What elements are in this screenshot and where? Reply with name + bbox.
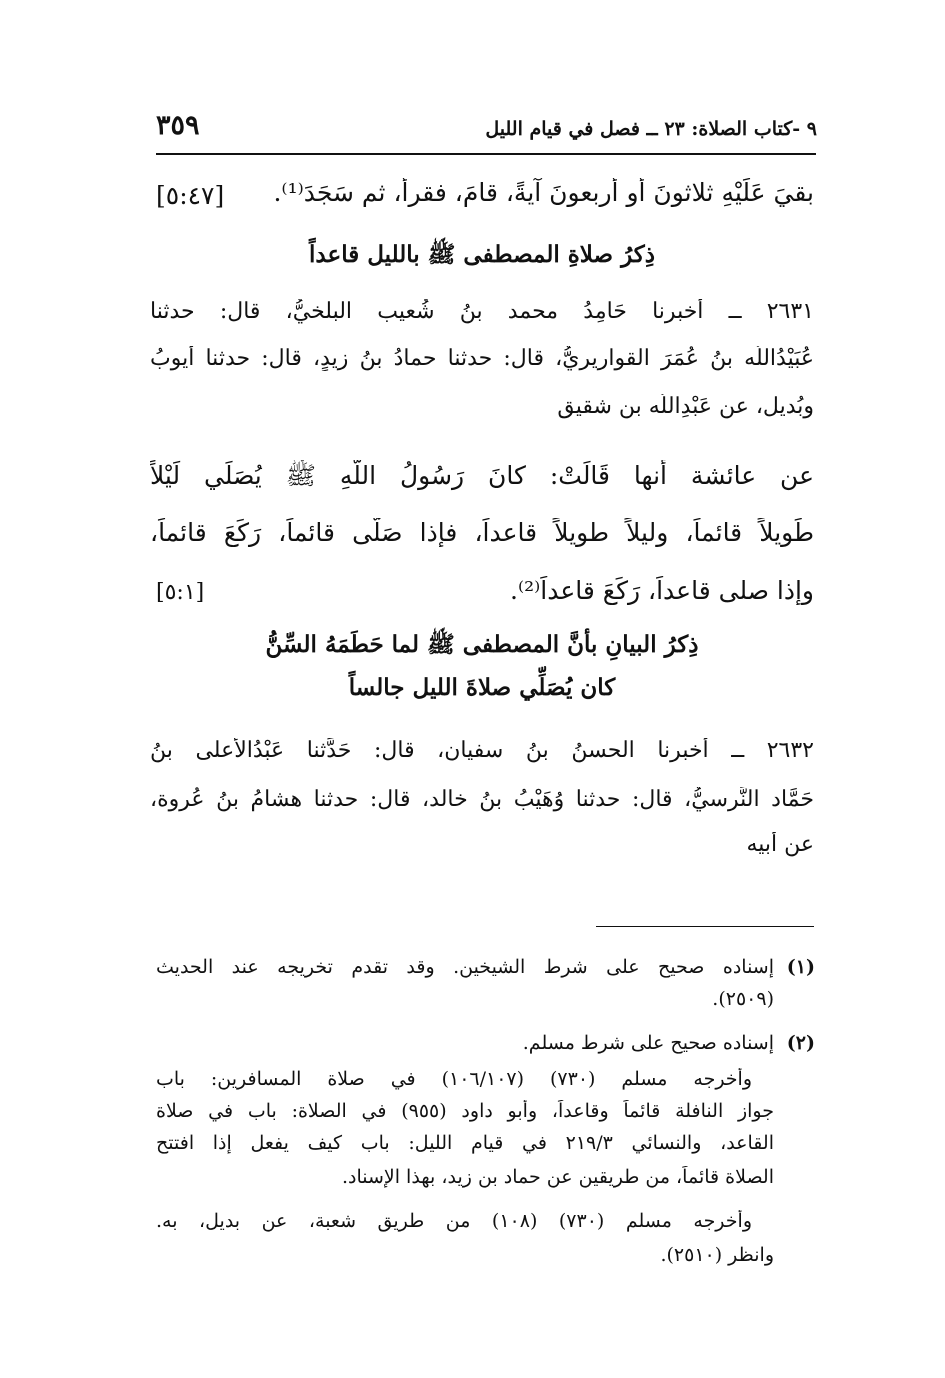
footnote-line: (٢٥٠٩). [712,988,774,1010]
text-line: وبُديل، عن عَبْدِاللّه بنِ شقيقٍ [557,394,814,419]
text-line: حَمَّاد النَّرسيُّ، قال: حدثنا وُهَيْبُ بنُ خالد، قال: حدثنا هشامُ بنُ عُروة، [150,787,814,812]
section-heading: ذِكرُ صلاةِ المصطفى ﷺ بالليل قاعداً [309,241,655,268]
footnote-line: وأخرجه مسلم (٧٣٠) (١٠٦/١٠٧) في صلاة المسافرين: باب [156,1068,752,1090]
text-line: عُبَيْدُاللّه بنُ عُمَرَ القواريريُّ، قال: حدثنا حمادُ بنُ زيدٍ، قال: حدثنا أيوبُ [150,346,814,371]
footnote-line: وأخرجه مسلم (٧٣٠) (١٠٨) من طريق شعبة، عن بديل، به. [156,1210,752,1232]
reference-mark: [٥:٤٧] [156,181,225,210]
text-line: طَوِيلاً قائماً، وليلاً طويلاً قاعداً، فإذا صَلَّى قائماً، رَكَعَ قائماً، [150,518,814,547]
footnote-line: جواز النافلة قائماً وقاعداً، وأبو داود (٩٥٥) في الصلاة: باب في صلاة [156,1100,774,1122]
footnote-line: القاعد، والنسائي ٢١٩/٣ في قيام الليل: باب كيف يفعل إذا افتتح [156,1132,774,1154]
page-number: ٣٥٩ [156,110,200,141]
footnote-line: إسناده صحيح على شرط الشيخين. وقد تقدم تخريجه عند الحديث [156,956,774,978]
text-line: ٢٦٣١ ــ أخبرنا حَامِدُ محمد بنُ شُعيب البلخيُّ، قال: حدثنا [150,299,814,324]
text-line: عن عائشة أنها قَالَتْ: كانَ رَسُولُ اللّهِ ﷺ يُصَلِّي لَيْلاً [150,461,814,490]
footnote-label: (١) [786,956,815,978]
text-line: وإذا صلى قاعداً، رَكَعَ قاعداً⁽²⁾. [510,576,814,605]
footnote-label: (٢) [786,1032,815,1054]
text-line: عن أبيه [746,832,814,857]
footnote-line: الصلاة قائماً، من طريقين عن حماد بن زيد، بهذا الإسناد. [341,1166,774,1188]
section-heading: كان يُصَلِّي صلاةَ الليل جالساً [348,674,616,701]
footnote-line: إسناده صحيح على شرط مسلم. [522,1032,774,1054]
running-header-chapter: ٩ -كتاب الصلاة: ٢٣ ــ فصل في قيام الليل [485,118,817,140]
footnote-rule [596,926,814,927]
text-line: ٢٦٣٢ ــ أخبرنا الحسنُ بنُ سفيان، قال: حَدَّثنا عَبْدُالأعلى بنُ [150,738,814,763]
section-heading: ذِكرُ البيانِ بأنَّ المصطفى ﷺ لما حَطَمَهُ السِّنُّ [265,631,699,658]
footnote-line: وانظر (٢٥١٠). [660,1244,774,1266]
reference-mark: [٥:١] [156,580,205,605]
header-rule [156,153,816,155]
text-line: بقيَ عَلَيْهِ ثلاثونَ أو أربعونَ آيةً، قامَ، فقرأ، ثم سَجَدَ⁽¹⁾. [273,178,814,207]
